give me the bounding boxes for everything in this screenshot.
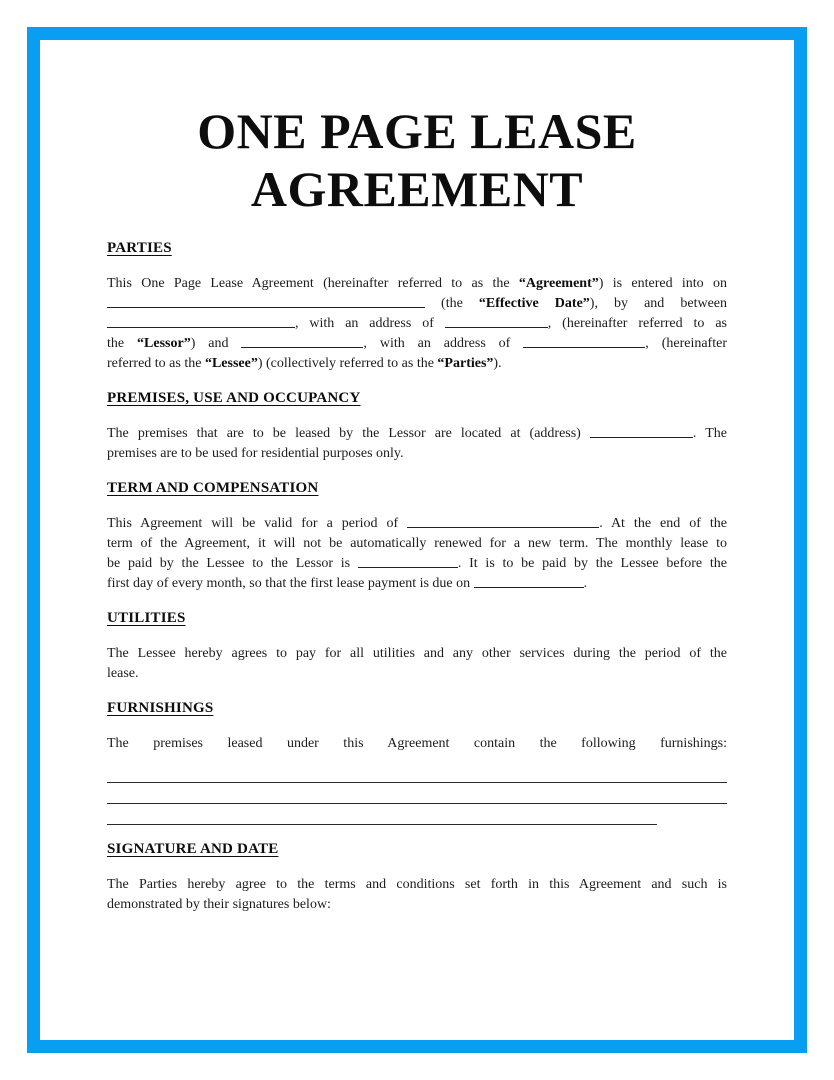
bold-text-run: “Agreement”	[518, 276, 599, 291]
document-section	[107, 238, 727, 374]
text-run: premises are to be used for residential purposes only.	[107, 446, 404, 461]
section-heading: FURNISHINGS	[107, 700, 214, 716]
section-heading: UTILITIES	[107, 610, 186, 626]
text-run: be paid by the Lessee to the Lessor is	[107, 556, 358, 571]
document-section	[107, 698, 727, 825]
text-run: , (hereinafter	[645, 336, 727, 351]
text-run: (the	[425, 296, 479, 311]
text-run: ).	[493, 356, 502, 371]
blank-line	[107, 762, 727, 783]
section-heading: TERM AND COMPENSATION	[107, 480, 319, 496]
blank-field	[107, 315, 295, 328]
section-heading: SIGNATURE AND DATE	[107, 841, 279, 857]
text-run: This One Page Lease Agreement (hereinafter referred to as the	[107, 276, 519, 291]
text-run: . It is to be paid by the Lessee before the	[457, 556, 727, 571]
blank-field	[241, 335, 363, 348]
blank-line	[107, 783, 727, 804]
text-line	[107, 574, 727, 594]
text-line	[107, 554, 727, 574]
text-run: .	[583, 576, 588, 591]
text-line	[107, 334, 727, 354]
blank-field	[474, 575, 584, 588]
text-line	[107, 354, 727, 374]
section-paragraph	[107, 274, 727, 374]
text-run: . At the end of the	[599, 516, 728, 531]
text-run: , with an address of	[295, 316, 445, 331]
text-line	[107, 534, 727, 554]
blank-field	[445, 315, 548, 328]
document-title-line-2: AGREEMENT	[250, 161, 584, 217]
text-line	[107, 294, 727, 314]
document-section	[107, 478, 727, 594]
text-run: first day of every month, so that the first lease payment is due on	[107, 576, 474, 591]
document-sections	[107, 238, 727, 915]
document-title-line-1: ONE PAGE LEASE	[197, 103, 637, 159]
text-line	[107, 664, 727, 684]
blank-field	[407, 515, 599, 528]
text-line	[107, 444, 727, 464]
blank-field	[590, 425, 693, 438]
text-run: ) (collectively referred to as the	[257, 356, 438, 371]
text-run: ) and	[190, 336, 242, 351]
text-line	[107, 514, 727, 534]
text-run: demonstrated by their signatures below:	[107, 897, 331, 912]
section-paragraph	[107, 875, 727, 915]
text-line	[107, 644, 727, 664]
text-run: ), by and between	[589, 296, 727, 311]
text-run: . The	[692, 426, 727, 441]
document-section	[107, 608, 727, 684]
section-paragraph	[107, 424, 727, 464]
document-section	[107, 839, 727, 915]
document-title	[107, 102, 727, 218]
section-paragraph	[107, 644, 727, 684]
document-content	[107, 40, 727, 915]
text-run: , (hereinafter referred to as	[547, 316, 727, 331]
text-line	[107, 895, 727, 915]
text-line	[107, 875, 727, 895]
text-run: The premises leased under this Agreement contain the following furnishings:	[107, 736, 727, 751]
section-heading: PARTIES	[107, 240, 172, 256]
blank-field	[523, 335, 645, 348]
text-line	[107, 734, 727, 754]
section-paragraph	[107, 514, 727, 594]
text-run: term of the Agreement, it will not be automatically renewed for a new term. The monthly lease to	[107, 536, 727, 551]
blank-field	[107, 295, 425, 308]
blank-field	[358, 555, 458, 568]
text-line	[107, 274, 727, 294]
bold-text-run: “Lessor”	[137, 336, 191, 351]
section-heading: PREMISES, USE AND OCCUPANCY	[107, 390, 361, 406]
section-paragraph	[107, 734, 727, 754]
text-run: The Lessee hereby agrees to pay for all utilities and any other services during the period of the	[107, 646, 727, 661]
text-run: The premises that are to be leased by the Lessor are located at (address)	[107, 426, 590, 441]
text-run: ) is entered into on	[598, 276, 727, 291]
text-run: the	[107, 336, 138, 351]
text-line	[107, 314, 727, 334]
document-section	[107, 388, 727, 464]
text-run: lease.	[107, 666, 139, 681]
bold-text-run: “Parties”	[437, 356, 494, 371]
text-run: This Agreement will be valid for a period of	[107, 516, 408, 531]
text-run: The Parties hereby agree to the terms and conditions set forth in this Agreement and such is	[107, 877, 727, 892]
blank-line	[107, 804, 657, 825]
text-line	[107, 424, 727, 444]
text-run: referred to as the	[107, 356, 205, 371]
bold-text-run: “Lessee”	[204, 356, 258, 371]
bold-text-run: “Effective Date”	[478, 296, 590, 311]
text-run: , with an address of	[363, 336, 524, 351]
